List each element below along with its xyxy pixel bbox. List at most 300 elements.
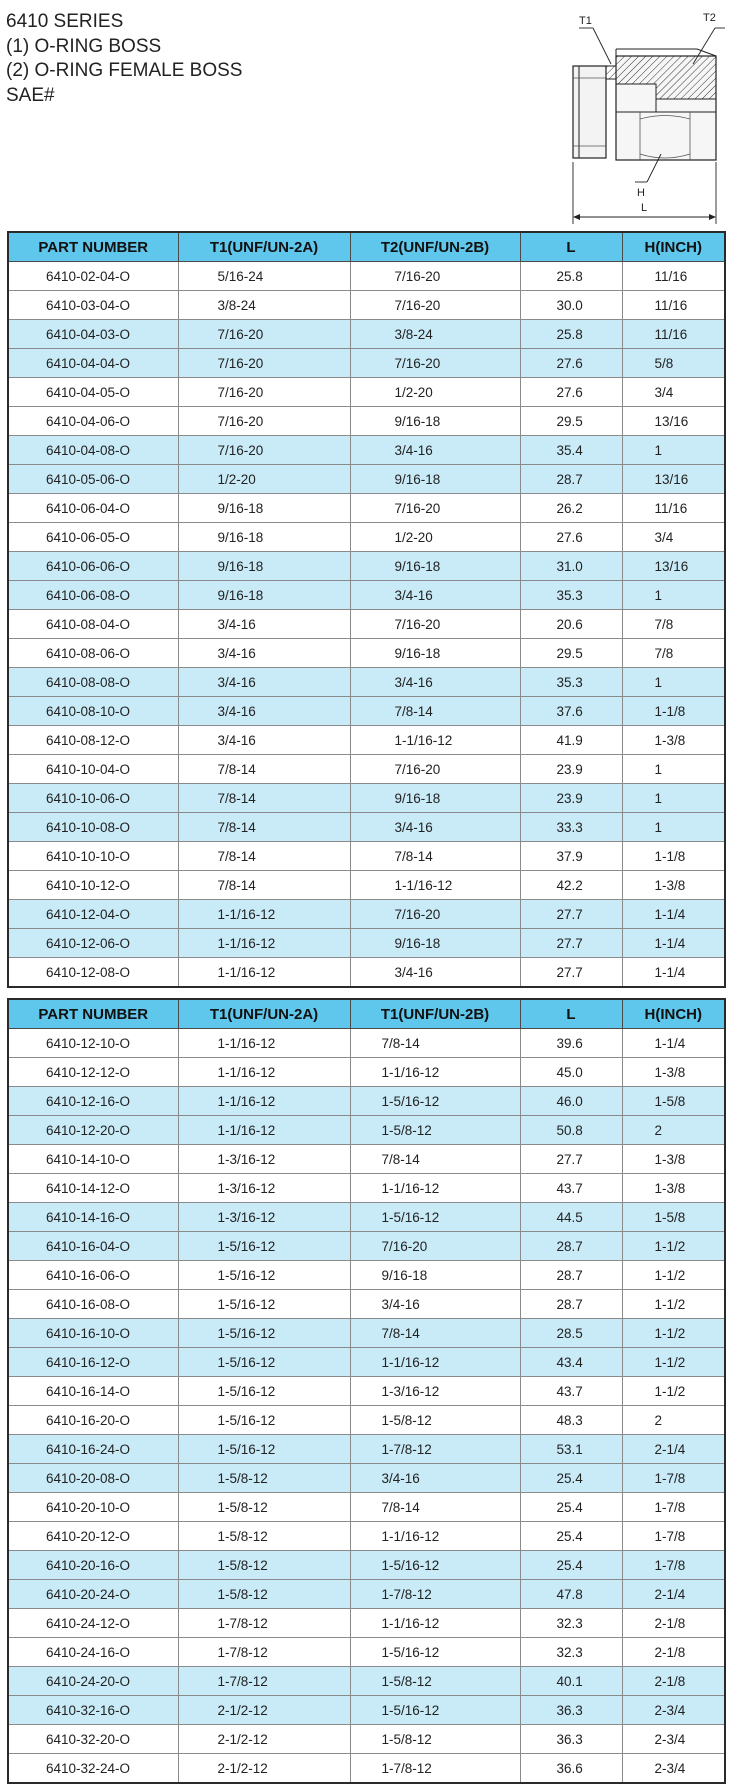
l-cell: 30.0 (520, 291, 622, 320)
part-number-cell: 6410-32-20-O (8, 1725, 178, 1754)
h-cell: 11/16 (622, 494, 725, 523)
table-row (8, 523, 725, 552)
col-t1: T1(UNF/UN-2A) (178, 232, 350, 262)
t2-cell: 1-1/16-12 (350, 1058, 520, 1087)
h-cell: 3/4 (622, 523, 725, 552)
t1-cell: 1-5/16-12 (178, 1319, 350, 1348)
h-cell: 1-1/2 (622, 1348, 725, 1377)
h-cell: 2-3/4 (622, 1725, 725, 1754)
t1-cell: 1-5/16-12 (178, 1348, 350, 1377)
t2-cell: 1/2-20 (350, 523, 520, 552)
part-number-cell: 6410-32-16-O (8, 1696, 178, 1725)
table-header-row (8, 999, 725, 1029)
h-cell: 1 (622, 813, 725, 842)
table-row (8, 1696, 725, 1725)
l-cell: 25.8 (520, 320, 622, 349)
table-row (8, 900, 725, 929)
table-body (8, 262, 725, 988)
col-h: H(INCH) (622, 999, 725, 1029)
part-number-cell: 6410-06-05-O (8, 523, 178, 552)
t1-cell: 1-5/8-12 (178, 1580, 350, 1609)
t1-cell: 1-7/8-12 (178, 1638, 350, 1667)
l-cell: 27.7 (520, 958, 622, 988)
t2-cell: 7/8-14 (350, 1319, 520, 1348)
h-label: H (637, 187, 645, 199)
t1-cell: 1-3/16-12 (178, 1203, 350, 1232)
t1-cell: 7/16-20 (178, 320, 350, 349)
h-cell: 1-1/2 (622, 1232, 725, 1261)
t2-cell: 1-5/16-12 (350, 1087, 520, 1116)
h-cell: 1-5/8 (622, 1203, 725, 1232)
t1-cell: 7/16-20 (178, 349, 350, 378)
l-cell: 43.7 (520, 1377, 622, 1406)
part-number-cell: 6410-08-04-O (8, 610, 178, 639)
l-cell: 29.5 (520, 639, 622, 668)
h-cell: 1-3/8 (622, 1174, 725, 1203)
table-row (8, 726, 725, 755)
part-number-cell: 6410-10-08-O (8, 813, 178, 842)
t1-cell: 2-1/2-12 (178, 1725, 350, 1754)
t2-cell: 3/4-16 (350, 1464, 520, 1493)
part-number-cell: 6410-08-08-O (8, 668, 178, 697)
h-cell: 2 (622, 1116, 725, 1145)
t1-cell: 1-5/16-12 (178, 1261, 350, 1290)
table-row (8, 552, 725, 581)
spec-table-1 (7, 231, 726, 988)
col-h: H(INCH) (622, 232, 725, 262)
h-cell: 1 (622, 436, 725, 465)
col-part-number: PART NUMBER (8, 999, 178, 1029)
h-cell: 1 (622, 784, 725, 813)
t1-cell: 3/4-16 (178, 639, 350, 668)
t1-cell: 2-1/2-12 (178, 1696, 350, 1725)
l-cell: 39.6 (520, 1029, 622, 1058)
table-row (8, 1493, 725, 1522)
table-row (8, 871, 725, 900)
part-number-cell: 6410-20-10-O (8, 1493, 178, 1522)
t1-cell: 7/8-14 (178, 842, 350, 871)
part-number-cell: 6410-12-16-O (8, 1087, 178, 1116)
l-cell: 43.4 (520, 1348, 622, 1377)
table-row (8, 320, 725, 349)
t2-cell: 7/8-14 (350, 842, 520, 871)
table-header-row (8, 232, 725, 262)
t1-cell: 3/4-16 (178, 726, 350, 755)
part-number-cell: 6410-32-24-O (8, 1754, 178, 1784)
part-number-cell: 6410-10-04-O (8, 755, 178, 784)
table-row (8, 1145, 725, 1174)
t2-cell: 9/16-18 (350, 1261, 520, 1290)
t2-cell: 1-1/16-12 (350, 1174, 520, 1203)
title-block (6, 10, 242, 108)
part-number-cell: 6410-16-04-O (8, 1232, 178, 1261)
t1-cell: 1-5/8-12 (178, 1551, 350, 1580)
t2-cell: 3/4-16 (350, 1290, 520, 1319)
h-cell: 1-3/8 (622, 726, 725, 755)
l-cell: 25.4 (520, 1551, 622, 1580)
l-cell: 33.3 (520, 813, 622, 842)
l-cell: 43.7 (520, 1174, 622, 1203)
t2-cell: 3/4-16 (350, 813, 520, 842)
t2-cell: 1/2-20 (350, 378, 520, 407)
l-cell: 35.3 (520, 668, 622, 697)
t1-cell: 9/16-18 (178, 494, 350, 523)
col-part-number: PART NUMBER (8, 232, 178, 262)
t1-cell: 1-7/8-12 (178, 1609, 350, 1638)
t2-cell: 1-5/16-12 (350, 1203, 520, 1232)
t2-cell: 7/16-20 (350, 291, 520, 320)
t1-cell: 7/16-20 (178, 407, 350, 436)
t2-cell: 9/16-18 (350, 639, 520, 668)
l-cell: 27.6 (520, 523, 622, 552)
table-row (8, 1174, 725, 1203)
t1-cell: 3/4-16 (178, 697, 350, 726)
table-row (8, 610, 725, 639)
l-cell: 23.9 (520, 784, 622, 813)
t1-cell: 1-3/16-12 (178, 1174, 350, 1203)
l-cell: 36.3 (520, 1696, 622, 1725)
l-cell: 40.1 (520, 1667, 622, 1696)
h-cell: 2-1/8 (622, 1638, 725, 1667)
standard-label: SAE# (6, 84, 55, 106)
part-number-cell: 6410-03-04-O (8, 291, 178, 320)
t2-cell: 3/4-16 (350, 958, 520, 988)
part-number-cell: 6410-08-10-O (8, 697, 178, 726)
table-row (8, 1116, 725, 1145)
table-row (8, 639, 725, 668)
header (0, 0, 730, 225)
l-cell: 47.8 (520, 1580, 622, 1609)
t2-cell: 1-1/16-12 (350, 726, 520, 755)
t2-cell: 7/16-20 (350, 1232, 520, 1261)
part-number-cell: 6410-04-05-O (8, 378, 178, 407)
part-number-cell: 6410-08-12-O (8, 726, 178, 755)
table-row (8, 262, 725, 291)
table-row (8, 1377, 725, 1406)
h-cell: 13/16 (622, 407, 725, 436)
col-t1: T1(UNF/UN-2A) (178, 999, 350, 1029)
l-cell: 28.7 (520, 1232, 622, 1261)
t2-cell: 1-3/16-12 (350, 1377, 520, 1406)
h-cell: 3/4 (622, 378, 725, 407)
part-number-cell: 6410-12-08-O (8, 958, 178, 988)
h-cell: 1-3/8 (622, 871, 725, 900)
t1-cell: 9/16-18 (178, 523, 350, 552)
h-cell: 1-3/8 (622, 1145, 725, 1174)
h-cell: 1-7/8 (622, 1522, 725, 1551)
part-number-cell: 6410-16-14-O (8, 1377, 178, 1406)
t2-cell: 7/8-14 (350, 1029, 520, 1058)
part-number-cell: 6410-06-06-O (8, 552, 178, 581)
l-cell: 28.7 (520, 1290, 622, 1319)
t2-cell: 7/16-20 (350, 900, 520, 929)
table-row (8, 1406, 725, 1435)
part-number-cell: 6410-04-08-O (8, 436, 178, 465)
t1-cell: 9/16-18 (178, 552, 350, 581)
l-cell: 23.9 (520, 755, 622, 784)
h-cell: 1-1/4 (622, 929, 725, 958)
t1-cell: 1-1/16-12 (178, 1058, 350, 1087)
part-number-cell: 6410-24-16-O (8, 1638, 178, 1667)
table-row (8, 291, 725, 320)
table-row (8, 755, 725, 784)
t1-cell: 1-5/8-12 (178, 1522, 350, 1551)
h-cell: 1-1/2 (622, 1319, 725, 1348)
part-number-cell: 6410-16-06-O (8, 1261, 178, 1290)
h-cell: 1-1/4 (622, 1029, 725, 1058)
table-row (8, 1464, 725, 1493)
h-cell: 2-3/4 (622, 1696, 725, 1725)
table-row (8, 1261, 725, 1290)
l-cell: 26.2 (520, 494, 622, 523)
l-cell: 25.4 (520, 1464, 622, 1493)
l-cell: 29.5 (520, 407, 622, 436)
l-cell: 25.8 (520, 262, 622, 291)
table-row (8, 1348, 725, 1377)
table-row (8, 697, 725, 726)
h-cell: 5/8 (622, 349, 725, 378)
t1-cell: 1/2-20 (178, 465, 350, 494)
l-cell: 27.6 (520, 349, 622, 378)
h-cell: 13/16 (622, 552, 725, 581)
table-row (8, 813, 725, 842)
t2-cell: 1-7/8-12 (350, 1580, 520, 1609)
part-number-cell: 6410-12-10-O (8, 1029, 178, 1058)
t1-cell: 3/4-16 (178, 610, 350, 639)
t1-cell: 7/8-14 (178, 813, 350, 842)
part-number-cell: 6410-12-06-O (8, 929, 178, 958)
subtitle-oring-female-boss: (2) O-RING FEMALE BOSS (6, 60, 243, 81)
table-row (8, 1203, 725, 1232)
t2-cell: 1-1/16-12 (350, 871, 520, 900)
t1-cell: 1-5/8-12 (178, 1493, 350, 1522)
l-cell: 27.7 (520, 900, 622, 929)
table-row (8, 349, 725, 378)
l-cell: 35.4 (520, 436, 622, 465)
h-cell: 1-1/4 (622, 958, 725, 988)
spec-table-2 (7, 998, 726, 1784)
part-number-cell: 6410-20-12-O (8, 1522, 178, 1551)
part-number-cell: 6410-02-04-O (8, 262, 178, 291)
part-number-cell: 6410-10-12-O (8, 871, 178, 900)
part-number-cell: 6410-05-06-O (8, 465, 178, 494)
table-body (8, 1029, 725, 1784)
h-cell: 2-1/4 (622, 1435, 725, 1464)
h-cell: 1-1/2 (622, 1261, 725, 1290)
part-number-cell: 6410-12-04-O (8, 900, 178, 929)
l-cell: 41.9 (520, 726, 622, 755)
l-cell: 28.5 (520, 1319, 622, 1348)
t1-cell: 1-1/16-12 (178, 900, 350, 929)
t2-cell: 1-1/16-12 (350, 1609, 520, 1638)
l-cell: 28.7 (520, 1261, 622, 1290)
t1-cell: 3/4-16 (178, 668, 350, 697)
part-number-cell: 6410-10-10-O (8, 842, 178, 871)
t1-cell: 1-5/16-12 (178, 1435, 350, 1464)
l-cell: 37.6 (520, 697, 622, 726)
t2-cell: 9/16-18 (350, 465, 520, 494)
t1-cell: 1-7/8-12 (178, 1667, 350, 1696)
t1-cell: 1-5/16-12 (178, 1290, 350, 1319)
table-row (8, 1580, 725, 1609)
t2-cell: 1-7/8-12 (350, 1435, 520, 1464)
t1-cell: 1-1/16-12 (178, 1029, 350, 1058)
t1-cell: 1-5/16-12 (178, 1377, 350, 1406)
t2-cell: 7/8-14 (350, 1145, 520, 1174)
part-number-cell: 6410-06-04-O (8, 494, 178, 523)
t2-label: T2 (703, 12, 716, 24)
part-number-cell: 6410-16-24-O (8, 1435, 178, 1464)
t2-cell: 1-1/16-12 (350, 1522, 520, 1551)
col-l: L (520, 999, 622, 1029)
table-row (8, 1435, 725, 1464)
t1-cell: 7/8-14 (178, 784, 350, 813)
h-cell: 1-7/8 (622, 1493, 725, 1522)
l-cell: 25.4 (520, 1522, 622, 1551)
table-row (8, 494, 725, 523)
table-row (8, 436, 725, 465)
table-row (8, 1319, 725, 1348)
t1-cell: 1-5/8-12 (178, 1464, 350, 1493)
part-number-cell: 6410-16-20-O (8, 1406, 178, 1435)
table-row (8, 958, 725, 988)
t1-cell: 5/16-24 (178, 262, 350, 291)
t2-cell: 3/4-16 (350, 581, 520, 610)
table-row (8, 1667, 725, 1696)
h-cell: 7/8 (622, 639, 725, 668)
table-row (8, 1029, 725, 1058)
l-cell: 27.6 (520, 378, 622, 407)
h-cell: 1-7/8 (622, 1551, 725, 1580)
h-cell: 11/16 (622, 291, 725, 320)
table-row (8, 929, 725, 958)
male-thread-body (573, 66, 606, 158)
part-number-cell: 6410-12-20-O (8, 1116, 178, 1145)
table-row (8, 378, 725, 407)
part-number-cell: 6410-16-10-O (8, 1319, 178, 1348)
table-row (8, 1725, 725, 1754)
table-row (8, 842, 725, 871)
table-row (8, 1609, 725, 1638)
t2-cell: 7/16-20 (350, 349, 520, 378)
part-number-cell: 6410-14-16-O (8, 1203, 178, 1232)
fitting-diagram (535, 4, 730, 224)
part-number-cell: 6410-20-08-O (8, 1464, 178, 1493)
table-row (8, 1522, 725, 1551)
part-number-cell: 6410-06-08-O (8, 581, 178, 610)
h-cell: 1-3/8 (622, 1058, 725, 1087)
l-cell: 42.2 (520, 871, 622, 900)
part-number-cell: 6410-16-08-O (8, 1290, 178, 1319)
table-row (8, 1232, 725, 1261)
l-cell: 20.6 (520, 610, 622, 639)
t2-cell: 7/8-14 (350, 697, 520, 726)
l-cell: 31.0 (520, 552, 622, 581)
table-row (8, 581, 725, 610)
t2-cell: 1-5/8-12 (350, 1116, 520, 1145)
h-cell: 1-1/2 (622, 1290, 725, 1319)
part-number-cell: 6410-14-12-O (8, 1174, 178, 1203)
t2-cell: 7/16-20 (350, 755, 520, 784)
table-row (8, 784, 725, 813)
part-number-cell: 6410-04-04-O (8, 349, 178, 378)
series-title: 6410 SERIES (6, 11, 124, 32)
t1-label: T1 (579, 15, 592, 27)
h-cell: 1-7/8 (622, 1464, 725, 1493)
t1-cell: 9/16-18 (178, 581, 350, 610)
l-cell: 35.3 (520, 581, 622, 610)
l-cell: 32.3 (520, 1638, 622, 1667)
t1-cell: 2-1/2-12 (178, 1754, 350, 1784)
t2-cell: 3/4-16 (350, 436, 520, 465)
h-cell: 13/16 (622, 465, 725, 494)
l-cell: 28.7 (520, 465, 622, 494)
l-cell: 32.3 (520, 1609, 622, 1638)
h-cell: 2-3/4 (622, 1754, 725, 1784)
part-number-cell: 6410-24-20-O (8, 1667, 178, 1696)
t1-cell: 1-1/16-12 (178, 1087, 350, 1116)
t2-cell: 7/16-20 (350, 494, 520, 523)
l-cell: 27.7 (520, 929, 622, 958)
table-row (8, 407, 725, 436)
h-cell: 1 (622, 755, 725, 784)
l-cell: 25.4 (520, 1493, 622, 1522)
l-cell: 27.7 (520, 1145, 622, 1174)
h-cell: 2 (622, 1406, 725, 1435)
h-cell: 1-1/8 (622, 697, 725, 726)
t2-cell: 1-5/16-12 (350, 1638, 520, 1667)
h-cell: 7/8 (622, 610, 725, 639)
t1-cell: 1-5/16-12 (178, 1232, 350, 1261)
o-ring (606, 66, 616, 79)
t1-cell: 1-5/16-12 (178, 1406, 350, 1435)
t2-cell: 9/16-18 (350, 784, 520, 813)
subtitle-oring-boss: (1) O-RING BOSS (6, 35, 162, 57)
t1-cell: 3/8-24 (178, 291, 350, 320)
h-cell: 1-5/8 (622, 1087, 725, 1116)
part-number-cell: 6410-10-06-O (8, 784, 178, 813)
part-number-cell: 6410-14-10-O (8, 1145, 178, 1174)
t2-cell: 1-5/8-12 (350, 1406, 520, 1435)
part-number-cell: 6410-20-24-O (8, 1580, 178, 1609)
t2-cell: 7/16-20 (350, 262, 520, 291)
part-number-cell: 6410-08-06-O (8, 639, 178, 668)
t1-cell: 7/8-14 (178, 871, 350, 900)
part-number-cell: 6410-12-12-O (8, 1058, 178, 1087)
t2-cell: 1-5/8-12 (350, 1725, 520, 1754)
part-number-cell: 6410-24-12-O (8, 1609, 178, 1638)
t2-cell: 9/16-18 (350, 407, 520, 436)
table-row (8, 1290, 725, 1319)
t2-cell: 1-5/16-12 (350, 1696, 520, 1725)
l-cell: 36.6 (520, 1754, 622, 1784)
t1-cell: 1-1/16-12 (178, 1116, 350, 1145)
t1-cell: 7/16-20 (178, 378, 350, 407)
t2-cell: 1-5/16-12 (350, 1551, 520, 1580)
t2-cell: 7/16-20 (350, 610, 520, 639)
col-t2: T2(UNF/UN-2B) (350, 232, 520, 262)
table-row (8, 1087, 725, 1116)
t2-cell: 7/8-14 (350, 1493, 520, 1522)
t2-cell: 9/16-18 (350, 552, 520, 581)
t2-cell: 9/16-18 (350, 929, 520, 958)
t1-cell: 1-1/16-12 (178, 958, 350, 988)
h-cell: 1-1/2 (622, 1377, 725, 1406)
t2-cell: 3/8-24 (350, 320, 520, 349)
table-row (8, 1551, 725, 1580)
t2-cell: 3/4-16 (350, 668, 520, 697)
t1-cell: 7/8-14 (178, 755, 350, 784)
